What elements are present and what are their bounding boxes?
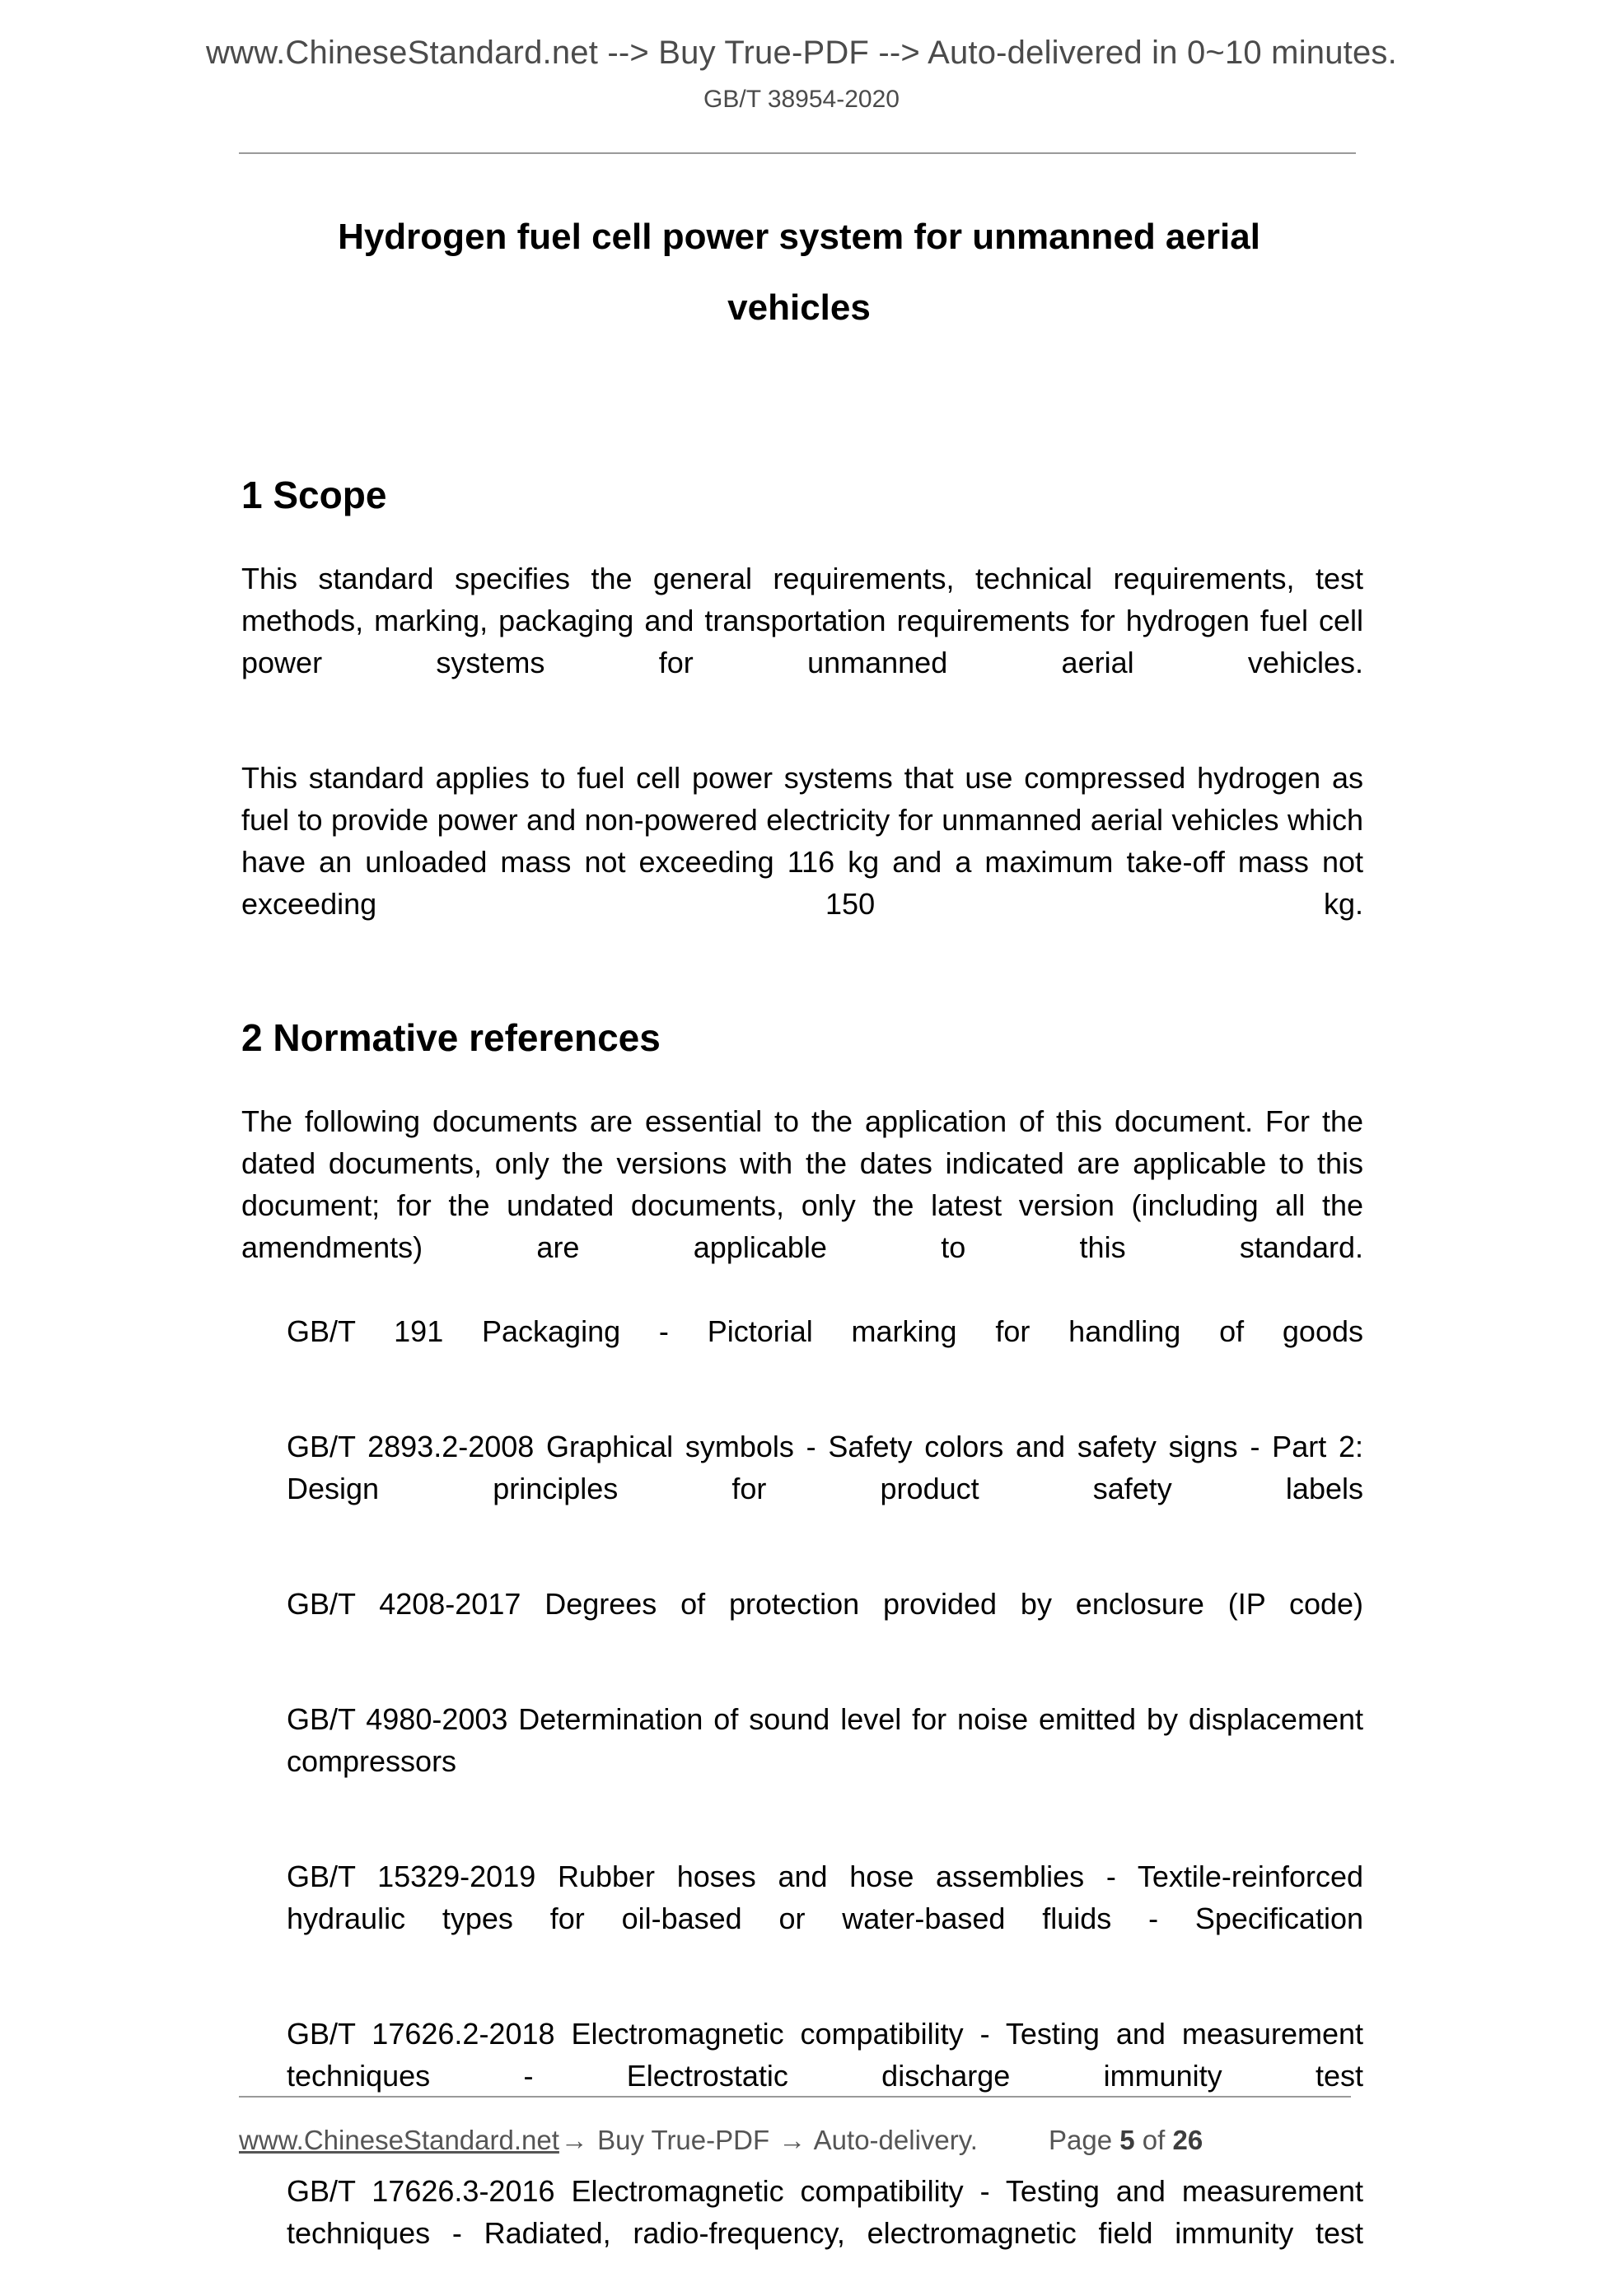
- footer-delivery-label: Auto-delivery.: [813, 2125, 978, 2155]
- section-heading-normative-references: 2 Normative references: [241, 1016, 661, 1059]
- footer-divider: [239, 2096, 1351, 2098]
- site-link[interactable]: www.ChineseStandard.net: [239, 2125, 559, 2155]
- page-label: Page: [1048, 2125, 1113, 2155]
- list-item: GB/T 4980-2003 Determination of sound level for noise emitted by displacement compressors: [287, 1702, 1363, 1778]
- list-item: GB/T 17626.3-2016 Electromagnetic compatibility - Testing and measurement techniques - Radiated, radio-frequency, electromagnetic field immunity test: [287, 2174, 1363, 2250]
- list-item: GB/T 2893.2-2008 Graphical symbols - Safety colors and safety signs - Part 2: Design principles for product safety labels: [287, 1430, 1363, 1505]
- page-title-line-2: vehicles: [727, 287, 871, 328]
- document-content: [241, 474, 1363, 2296]
- page-total: 26: [1172, 2125, 1203, 2155]
- page-of-label: of: [1142, 2125, 1166, 2155]
- list-item: GB/T 15329-2019 Rubber hoses and hose assemblies - Textile-reinforced hydraulic types for oil-based or water-based fluids - Specification: [287, 1860, 1363, 1935]
- arrow-right-icon-2: →: [778, 2125, 806, 2155]
- page-number: 5: [1119, 2125, 1135, 2155]
- normative-references-intro: The following documents are essential to the application of this document. For the dated documents, only the versions with the dates indicated are applicable to this document; for the undated documents, only the latest version (including all the amendments) are applicable to this standard.: [241, 1104, 1363, 1264]
- footer-buy-label: Buy True-PDF: [597, 2125, 770, 2155]
- page-title-line-1: Hydrogen fuel cell power system for unmanned aerial: [338, 217, 1260, 257]
- header-divider: [239, 152, 1356, 154]
- page-indicator: [1049, 2125, 1203, 2155]
- arrow-right-icon: →: [560, 2125, 588, 2155]
- list-item: GB/T 191 Packaging - Pictorial marking for handling of goods: [287, 1314, 1363, 1348]
- standard-code-header: GB/T 38954-2020: [703, 86, 900, 113]
- promo-banner: www.ChineseStandard.net --> Buy True-PDF --> Auto-delivered in 0~10 minutes.: [206, 35, 1397, 71]
- scope-paragraph-1: This standard specifies the general requirements, technical requirements, test methods, marking, packaging and transportation requirements for hydrogen fuel cell power systems for unmanned aerial vehicles.: [241, 562, 1363, 679]
- page-title: [239, 202, 1359, 343]
- section-heading-scope: 1 Scope: [241, 474, 387, 516]
- list-item: GB/T 17626.2-2018 Electromagnetic compatibility - Testing and measurement techniques - Electrostatic discharge immunity test: [287, 2017, 1363, 2093]
- list-item: GB/T 4208-2017 Degrees of protection provided by enclosure (IP code): [287, 1587, 1363, 1621]
- scope-paragraph-2: This standard applies to fuel cell power systems that use compressed hydrogen as fuel to provide power and non-powered electricity for unmanned aerial vehicles which have an unloaded mass not exceeding 116 kg and a maximum take-off mass not exceeding 150 kg.: [241, 761, 1363, 921]
- page-footer: [239, 2125, 1359, 2156]
